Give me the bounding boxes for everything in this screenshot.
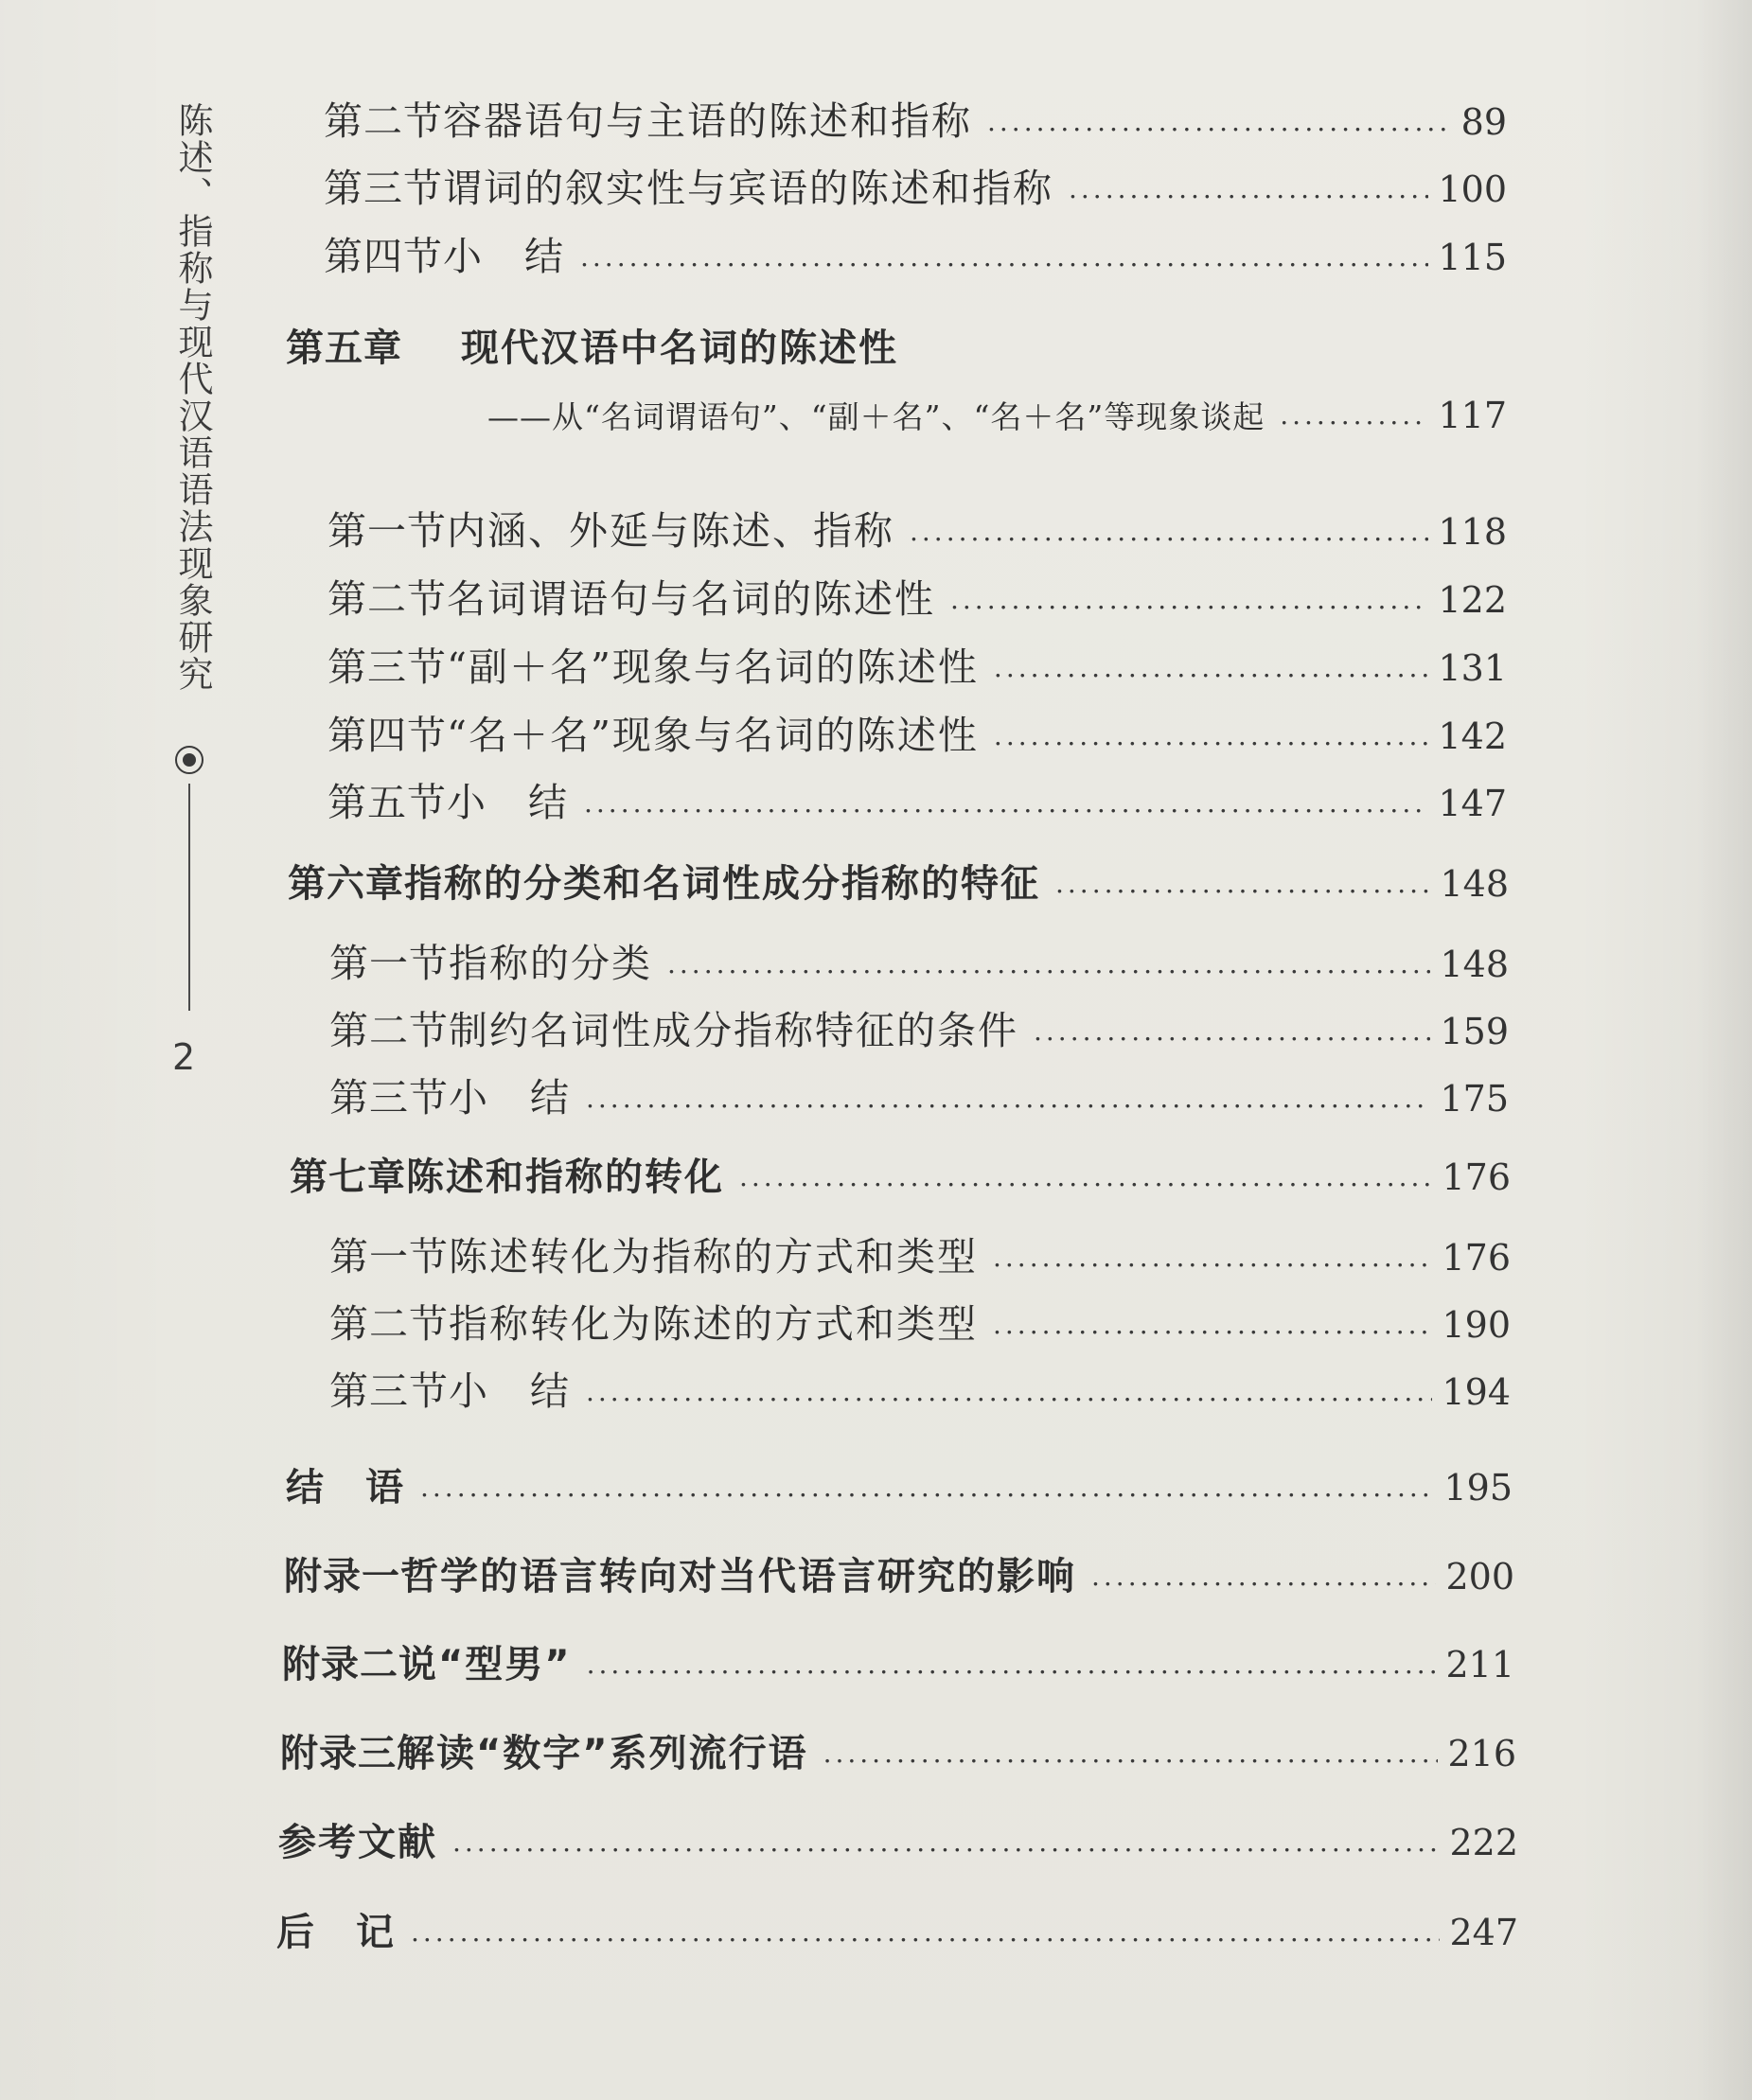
toc-entry-label: 第四节: [327, 713, 447, 758]
toc-entry-label: 第一节: [329, 941, 449, 986]
page-number: 2: [172, 1036, 196, 1078]
toc-chapter-title: 指称的分类和名词性成分指称的特征: [404, 862, 1040, 906]
toc-chapter[interactable]: [290, 1147, 1511, 1201]
dot-leader: [452, 1826, 1440, 1858]
toc-entry[interactable]: [327, 704, 1507, 760]
dot-leader: [584, 787, 1428, 819]
toc-appendix-title: 说“型男”: [398, 1643, 572, 1686]
toc-appendix-label: 附录三: [280, 1732, 397, 1775]
dot-leader: [993, 1242, 1432, 1273]
toc-entry[interactable]: [329, 1226, 1511, 1281]
toc-appendix-label: 附录二: [282, 1643, 398, 1686]
toc-entry-label: 第二节: [329, 1008, 449, 1053]
toc-entry-page: 117: [1438, 395, 1507, 436]
toc-entry-page: 194: [1442, 1371, 1511, 1413]
toc-entry-page: 176: [1442, 1156, 1511, 1198]
toc-entry-title: “名＋名”现象与名词的陈述性: [447, 713, 979, 758]
toc-entry-page: 100: [1438, 168, 1507, 210]
dot-leader: [994, 652, 1429, 683]
toc-entry-page: 142: [1438, 715, 1507, 757]
running-head: 陈述、指称与现代汉语语法现象研究: [172, 102, 213, 693]
toc-appendix[interactable]: [280, 1723, 1516, 1777]
toc-entry[interactable]: [324, 157, 1507, 213]
toc-entry-page: 148: [1440, 944, 1509, 985]
toc-entry-label: 第三节: [324, 166, 443, 211]
toc-entry-label: 第一节: [329, 1234, 449, 1279]
dot-leader: [994, 720, 1429, 751]
dot-leader: [1091, 1561, 1436, 1592]
toc-entry[interactable]: [329, 1067, 1509, 1122]
toc-appendix-title: 解读“数字”系列流行语: [397, 1732, 808, 1775]
toc-chapter[interactable]: [278, 1812, 1518, 1866]
toc-entry-page: 131: [1438, 647, 1507, 689]
toc-appendix-label: 附录一: [284, 1555, 400, 1598]
toc-appendix[interactable]: [282, 1634, 1514, 1688]
toc-entry-page: 115: [1438, 237, 1507, 278]
toc-entry-title: 小 结: [447, 780, 569, 825]
toc-chapter[interactable]: [288, 854, 1509, 908]
toc-entry[interactable]: [329, 1293, 1511, 1349]
toc-entry-title: 名词谓语句与名词的陈述性: [447, 576, 935, 622]
toc-entry-page: 200: [1445, 1556, 1514, 1597]
toc-chapter-label: 第六章: [288, 862, 404, 906]
toc-entry-title: 制约名词性成分指称特征的条件: [449, 1008, 1018, 1053]
toc-chapter-title: 陈述和指称的转化: [406, 1156, 724, 1199]
toc-entry-page: 159: [1440, 1011, 1509, 1052]
toc-entry-label: 第二节: [329, 1301, 449, 1347]
toc-appendix[interactable]: [284, 1546, 1514, 1600]
toc-entry-title: 指称转化为陈述的方式和类型: [449, 1301, 978, 1347]
toc-chapter-label: 第五章: [286, 326, 402, 370]
toc-entry-page: 176: [1442, 1237, 1511, 1279]
toc-entry-title: 谓词的叙实性与宾语的陈述和指称: [443, 166, 1053, 211]
toc-entry-page: 247: [1449, 1912, 1518, 1953]
toc-chapter[interactable]: [286, 318, 1507, 372]
toc-entry-label: 第五节: [327, 780, 447, 825]
toc-chapter-title: 后 记: [276, 1911, 396, 1954]
toc-entry-page: 147: [1438, 783, 1507, 824]
toc-entry[interactable]: [327, 500, 1507, 556]
toc-entry-page: 211: [1445, 1644, 1514, 1685]
toc-entry-label: 第三节: [327, 644, 447, 690]
dot-leader: [1034, 1015, 1430, 1047]
toc-entry-title: 小 结: [443, 234, 565, 279]
dot-leader: [420, 1472, 1434, 1503]
dot-leader: [1280, 399, 1428, 431]
toc-entry-page: 148: [1440, 863, 1509, 905]
dot-leader: [993, 1309, 1432, 1340]
dot-leader: [586, 1083, 1430, 1114]
toc-entry-label: 第四节: [324, 234, 443, 279]
dot-leader: [586, 1376, 1432, 1407]
dot-leader: [950, 584, 1428, 615]
toc-entry-label: 第二节: [324, 98, 443, 144]
toc-entry-title: 内涵、外延与陈述、指称: [447, 508, 894, 554]
toc-entry-title: “副＋名”现象与名词的陈述性: [447, 644, 979, 690]
toc-entry-title: 小 结: [449, 1075, 571, 1121]
dot-leader: [910, 516, 1428, 547]
toc-entry[interactable]: [327, 568, 1507, 624]
toc-entry-label: 第一节: [327, 508, 447, 554]
dot-leader: [587, 1649, 1437, 1680]
dot-leader: [987, 106, 1452, 137]
toc-entry[interactable]: [327, 771, 1507, 827]
toc-subtitle-text: ——从“名词谓语句”、“副＋名”、“名＋名”等现象谈起: [487, 398, 1265, 435]
toc-chapter-label: 第七章: [290, 1156, 406, 1199]
dot-leader: [667, 948, 1430, 979]
toc-entry-title: 陈述转化为指称的方式和类型: [449, 1234, 978, 1279]
dot-leader: [1069, 173, 1428, 204]
toc-appendix-title: 哲学的语言转向对当代语言研究的影响: [400, 1555, 1076, 1598]
dot-leader: [411, 1916, 1440, 1948]
toc-entry-page: 216: [1447, 1733, 1516, 1774]
dot-leader: [580, 241, 1428, 273]
toc-chapter-subtitle[interactable]: [487, 393, 1507, 437]
toc-entry-page: 122: [1438, 579, 1507, 621]
toc-entry[interactable]: [324, 90, 1507, 146]
toc-chapter-title: 参考文献: [278, 1821, 437, 1864]
dot-leader: [823, 1738, 1439, 1769]
toc-chapter-title: 现代汉语中名词的陈述性: [461, 326, 898, 370]
toc-entry-page: 190: [1442, 1304, 1511, 1346]
toc-entry[interactable]: [329, 1360, 1511, 1416]
toc-entry[interactable]: [324, 225, 1507, 281]
dot-leader: [1055, 868, 1430, 899]
toc-chapter-title: 结 语: [286, 1466, 405, 1509]
toc-entry[interactable]: [327, 636, 1507, 692]
dot-leader: [739, 1161, 1432, 1192]
toc-entry-page: 222: [1449, 1822, 1518, 1863]
toc-chapter[interactable]: [286, 1457, 1513, 1511]
toc-entry-label: 第三节: [329, 1368, 449, 1414]
toc-entry[interactable]: [329, 999, 1509, 1055]
toc-entry-page: 89: [1460, 101, 1507, 143]
toc-entry-title: 指称的分类: [449, 941, 652, 986]
toc-entry-title: 小 结: [449, 1368, 571, 1414]
toc-chapter[interactable]: [276, 1902, 1518, 1956]
toc-entry-page: 195: [1443, 1467, 1513, 1509]
toc-entry-label: 第二节: [327, 576, 447, 622]
toc-entry-title: 容器语句与主语的陈述和指称: [443, 98, 972, 144]
toc-entry-page: 118: [1438, 511, 1507, 553]
toc-entry-page: 175: [1440, 1078, 1509, 1120]
toc-entry-label: 第三节: [329, 1075, 449, 1121]
toc-entry[interactable]: [329, 932, 1509, 988]
